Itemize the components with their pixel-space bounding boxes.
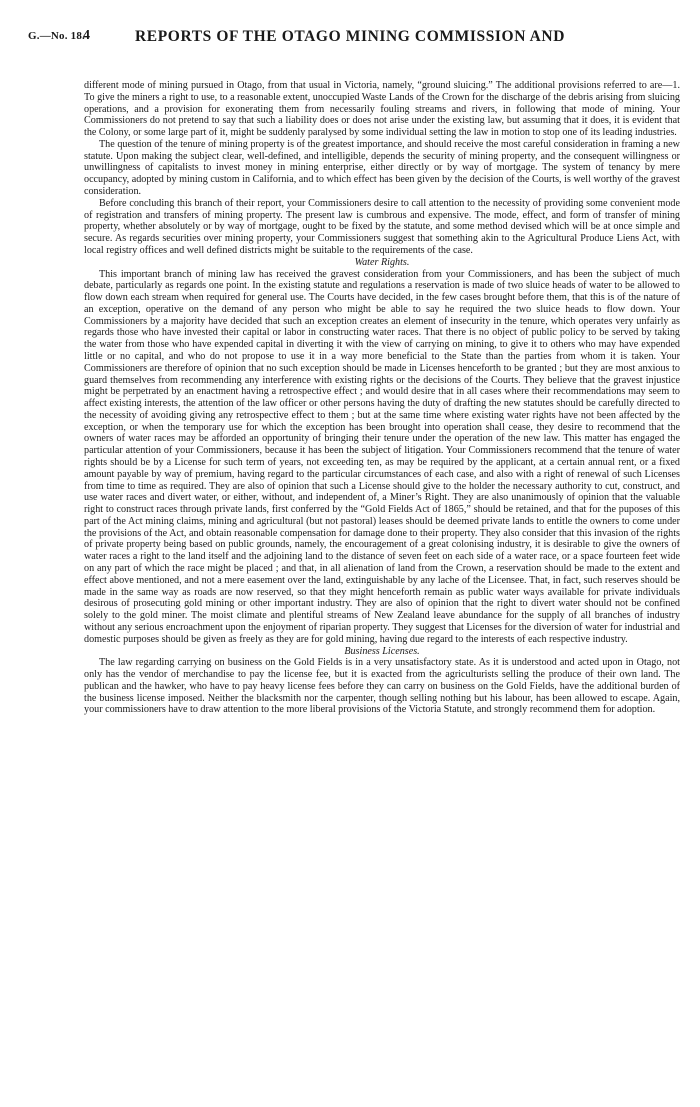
running-title: REPORTS OF THE OTAGO MINING COMMISSION AND bbox=[135, 28, 565, 45]
document-reference: G.—No. 18. bbox=[28, 30, 85, 42]
paragraph-registration: Before concluding this branch of their report, your Commissioners desire to call attention to the necessity of providing some convenient mode of registration and transfers of mining property. The present law is cumbrous and expensive. The mode, effect, and form of transfer of mining property, whether absolutely or by way of mortgage, ought to be fixed by the statute, and some method devised which will be at once simple and secure. As regards securities over mining property, your Commissioners suggest that something akin to the Agricultural Produce Liens Act, with local registry offices and well defined districts might be suitable to the requirements of the case. bbox=[84, 197, 680, 256]
paragraph-ground-sluicing: different mode of mining pursued in Otago, from that usual in Victoria, namely, “ground sluicing.” The additional provisions referred to are—1. To give the miners a right to use, to a reasonable extent, unoccupied Waste Lands of the Crown for the discharge of the debris arising from sluicing operations, and a provision for exonerating them from necessarily fouling streams and rivers, in following that mode of mining. Your Commissioners do not pretend to say that such a liability does or does not arise under the existing law, but assuming that it does, it is evident that the Colony, or some large part of it, might be suddenly paralysed by some individual setting the law in motion to stop one of its leading industries. bbox=[84, 80, 680, 139]
page-header bbox=[28, 28, 678, 50]
page-body bbox=[84, 80, 680, 716]
section-heading-business-licenses: Business Licenses. bbox=[344, 645, 420, 657]
paragraph-business-licenses: The law regarding carrying on business on the Gold Fields is in a very unsatisfactory state. As it is understood and acted upon in Otago, not only has the vendor of merchandise to pay the license fee, but it is exacted from the agriculturists selling the produce of their own land. The publican and the hawker, who have to pay heavy license fees before they can carry on business on the Gold Fields, have the additional burden of the business license imposed. Neither the blacksmith nor the carpenter, though selling nothing but his labour, has been allowed to escape. Again, your commissioners have to draw attention to the more liberal provisions of the Victoria Statute, and strongly recommend them for adoption. bbox=[84, 657, 680, 716]
paragraph-water-rights: This important branch of mining law has received the gravest consideration from your Commissioners, and has been the subject of much debate, particularly as regards one point. In the existing statute and regulations a reservation is made of two sluice heads of water to be allowed to flow down each stream when required for general use. The Courts have decided, in the few cases brought before them, that this is of the nature of an exception, operative on the demand of any person who might be able to say he required the two sluice heads to flow down. Your Commissioners by a majority have decided that such an exception creates an element of insecurity in the tenure, which operates very unfairly as regards those who have invested their capital or labor in constructing water races. That there is no object of public policy to be served by taking the water from those who have expended capital in diverting it with the view of carrying on mining, to give it to others who may have expended little or no capital, and who do not propose to use it in a way more beneficial to the State than the parties from whom it is taken. Your Commissioners are therefore of opinion that no such exception should be made in Licenses henceforth to be granted ; but they are most anxious to guard themselves from recommending any interference with existing rights or the decisions of the Courts. They believe that the gravest injustice might be perpetrated by an enactment having a retrospective effect ; and would desire that in all cases where their recommendations may seem to affect existing interests, the attention of the law officer or other persons having the duty of drafting the new statutes should be carefully directed to the necessity of avoiding giving any retrospective effect to them ; but at the same time where existing water rights have not been affected by the exception, or when the temporary use for which the exception has been brought into operation shall cease, they desire to recommend that the owners of water races may be afforded an opportunity of bringing their tenure under the operation of the new law. This matter has engaged the particular attention of your Commissioners, because it has been the subject of litigation. Your Commissioners recommend that the tenure of water rights should be by a License for such term of years, not exceeding ten, as may be required by the applicant, at a certain annual rent, or a fixed amount payable by way of premium, having regard to the particular circumstances of each case, and also with a right of renewal of such Licenses from time to time as required. They are also of opinion that such a License should give to the holder the necessary authority to cut, construct, and use water races and divert water, or either, without, and independent of, a Miner’s Right. They are also unanimously of opinion that the valuable right to construct races through private lands, first conferred by the “Gold Fields Act of 1865,” should be retained, and that for the puposes of this part of the Act mining claims, mining and agricultural (but not pastoral) leases should be deemed private lands to entitle the owners to come under the provisions of the Act, and obtain reasonable compensation for damage done to their property. They also consider that this invasion of the rights of private property being based on public grounds, namely, the encouragement of a great colonising industry, it is desirable to give the owners of water races a right to the land itself and the adjoining land to the distance of seven feet on each side of a water race, or a space fourteen feet wide on any part of which the race might be placed ; and that, in all alienation of land from the Crown, a reservation should be made to the extent and effect above mentioned, and not a mere easement over the land, extinguishable by any lache of the Licensee. That, in fact, such reserves should be made in the same way as roads are now reserved, so that they might henceforth remain as public water ways available for private individuals desirous of prosecuting gold mining or other important industry. They are also of opinion that the right to divert water should not be confined solely to the gold miner. The moist climate and plentiful streams of New Zealand leave abundance for the supply of all branches of industry without any serious encroachment upon the enjoyment of riparian property. They suggest that Licenses for the diversion of water for industrial and domestic purposes should be given as freely as they are for gold mining, having due regard to the interests of each respective industry. bbox=[84, 268, 680, 645]
section-heading-water-rights: Water Rights. bbox=[354, 256, 410, 268]
page-number: 4 bbox=[83, 28, 90, 43]
paragraph-tenure: The question of the tenure of mining property is of the greatest importance, and should receive the most careful consideration in framing a new statute. Upon making the subject clear, well-defined, and intelligible, depends the security of mining property, and the consequent willingness or unwillingness of capitalists to invest money in mining enterprise, either directly or by way of mortgage. The system of tenancy by mere occupancy, adopted by mining custom in California, and to which effect has been given by the decision of the Courts, is well worthy of the gravest consideration. bbox=[84, 138, 680, 198]
